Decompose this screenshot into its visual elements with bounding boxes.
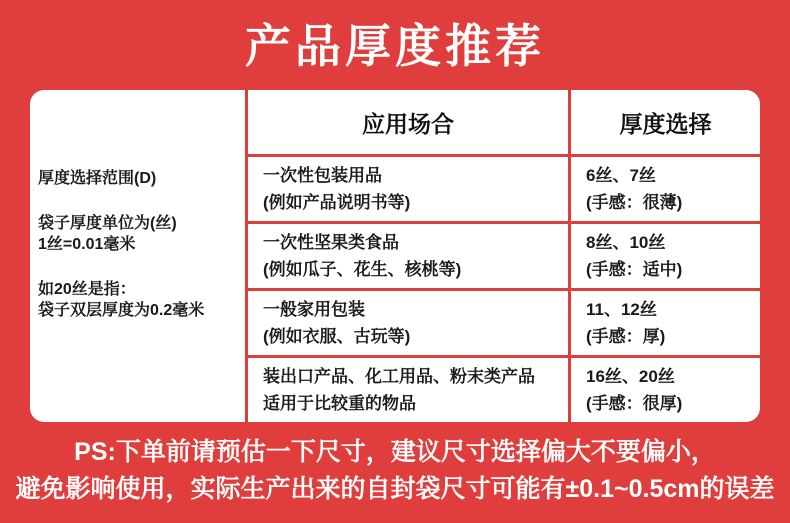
thickness-value: 8丝、10丝 [586, 233, 666, 252]
thickness-feel: (手感：很厚) [586, 394, 683, 413]
page-title: 产品厚度推荐 [245, 20, 545, 72]
application-text: 装出口产品、化工用品、粉末类产品 [263, 367, 535, 386]
thickness-column-header: 厚度选择 [571, 90, 760, 157]
footer-note-line1: PS:下单前请预估一下尺寸，建议尺寸选择偏大不要偏小， [74, 438, 716, 466]
thickness-feel: (手感：适中) [586, 260, 683, 279]
application-text: 一次性包装用品 [263, 166, 382, 185]
application-example: (例如瓜子、花生、核桃等) [263, 260, 462, 279]
table-row-thickness [571, 224, 760, 291]
application-column [245, 90, 568, 422]
side-note-unit: 袋子厚度单位为(丝) [38, 215, 177, 232]
application-text: 一般家用包装 [263, 300, 365, 319]
table-row-application [248, 291, 568, 358]
table-row-application [248, 157, 568, 224]
thickness-column [568, 90, 760, 422]
footer-note-line2: 避免影响使用，实际生产出来的自封袋尺寸可能有±0.1~0.5cm的误差 [15, 475, 775, 503]
side-note-unit-value: 1丝=0.01毫米 [38, 236, 136, 253]
thickness-value: 16丝、20丝 [586, 367, 675, 386]
application-example: (例如衣服、古玩等) [263, 327, 411, 346]
thickness-table [30, 90, 760, 422]
side-note-example: 如20丝是指： [38, 281, 136, 298]
side-note-example-value: 袋子双层厚度为0.2毫米 [38, 302, 205, 319]
application-example: (例如产品说明书等) [263, 193, 411, 212]
table-row-application [248, 358, 568, 422]
thickness-feel: (手感：厚) [586, 327, 666, 346]
thickness-value: 11、12丝 [586, 300, 657, 319]
thickness-value: 6丝、7丝 [586, 166, 656, 185]
table-row-thickness [571, 358, 760, 422]
side-note-range: 厚度选择范围(D) [38, 170, 157, 187]
application-column-header: 应用场合 [248, 90, 568, 157]
table-side-note [30, 90, 245, 422]
table-row-thickness [571, 157, 760, 224]
application-example: 适用于比较重的物品 [263, 394, 416, 413]
footer-note [0, 434, 790, 508]
application-text: 一次性坚果类食品 [263, 233, 399, 252]
table-row-thickness [571, 291, 760, 358]
table-row-application [248, 224, 568, 291]
thickness-feel: (手感：很薄) [586, 193, 683, 212]
